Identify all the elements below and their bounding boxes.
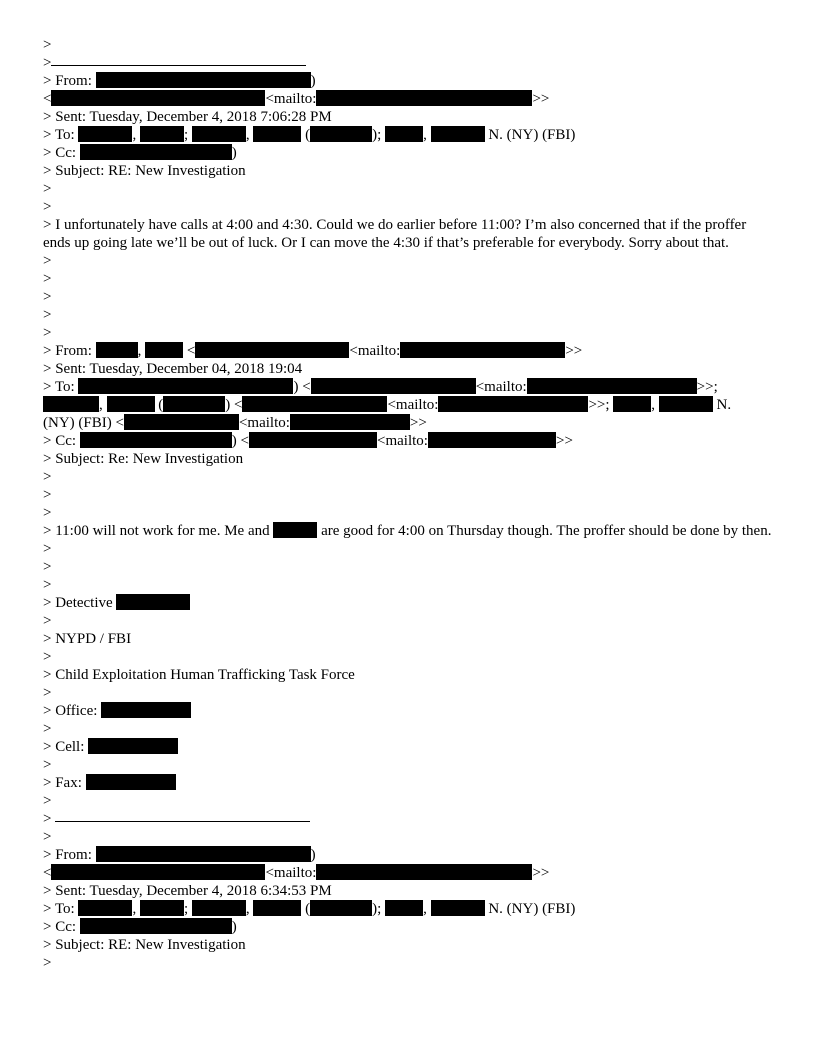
quote-line: > [43,37,52,53]
redaction [431,900,485,916]
redaction [107,396,155,412]
redaction [527,378,697,394]
email-thread [43,36,775,972]
quote-line: > [43,721,52,737]
redaction [659,396,713,412]
signature-office: > Office: [43,702,775,720]
quote-line: > [43,505,52,521]
redaction [80,144,232,160]
quote-line: > [43,181,52,197]
to-line: > To: , ; , ( ); , N. (NY) (FBI) [43,127,576,143]
to-line: > To: , ; , ( ); , N. (NY) (FBI) [43,901,576,917]
quote-line: > [43,199,52,215]
subject-line: > Subject: RE: New Investigation [43,163,246,179]
redaction [316,90,532,106]
redaction [78,900,132,916]
redaction [192,900,246,916]
quote-line: > [43,487,52,503]
quote-line: > [43,307,52,323]
sent-line: > Sent: Tuesday, December 4, 2018 6:34:53 PM [43,883,332,899]
redaction [96,846,311,862]
divider-rule [55,810,310,822]
sent-line: > Sent: Tuesday, December 4, 2018 7:06:28 PM [43,109,332,125]
redaction [43,396,99,412]
message-body: > I unfortunately have calls at 4:00 and 4:30. Could we do earlier before 11:00? I’m also concerned that if the proffer ends up going late we’ll be out of luck. Or I can move the 4:30 if that’s preferable for everybody. Sorry about that. [43,217,747,251]
redaction [80,432,232,448]
quote-line: > [43,649,52,665]
redaction [124,414,239,430]
message-body: > 11:00 will not work for me. Me and are good for 4:00 on Thursday though. The proffer should be done by then. [43,523,772,539]
to-line-continued: (NY) (FBI) < <mailto: >> [43,415,427,431]
redaction [101,702,191,718]
redaction [140,900,184,916]
redaction [96,72,311,88]
quote-line: > [43,325,52,341]
redaction [86,774,176,790]
redaction [310,126,372,142]
redaction [80,918,232,934]
redaction [78,378,293,394]
from-line: > From: , < <mailto: >> [43,343,583,359]
redaction [145,342,183,358]
redaction [51,864,265,880]
cc-line: > Cc: ) [43,145,237,161]
signature-fax: > Fax: [43,774,775,792]
quote-line: > [43,793,52,809]
signature-cell: > Cell: [43,738,775,756]
redaction [311,378,476,394]
subject-line: > Subject: Re: New Investigation [43,451,244,467]
quote-line: > [43,829,52,845]
signature-agency: > NYPD / FBI [43,631,132,647]
redaction [385,126,423,142]
quote-line: > [43,469,52,485]
divider-rule [51,54,306,66]
quote-line: > [43,613,52,629]
redaction [78,126,132,142]
quote-line: > [43,289,52,305]
quote-line: > [43,577,52,593]
quote-divider: > [43,54,775,72]
quote-line: > [43,271,52,287]
redaction [290,414,410,430]
from-line: > From: ) [43,847,316,863]
redaction [242,396,387,412]
redaction [195,342,349,358]
quote-line: > [43,559,52,575]
redaction [116,594,190,610]
redaction [310,900,372,916]
signature-detective: > Detective [43,594,775,612]
redaction [163,396,225,412]
redaction [253,126,301,142]
cc-line: > Cc: ) [43,919,237,935]
redaction [428,432,556,448]
cc-line: > Cc: ) < <mailto: >> [43,433,573,449]
redaction [249,432,377,448]
redaction [613,396,651,412]
quote-divider: > [43,810,775,828]
redaction [192,126,246,142]
redaction [273,522,317,538]
quote-line: > [43,541,52,557]
redaction [253,900,301,916]
quote-line: > [43,685,52,701]
redaction [438,396,588,412]
from-address-line: < <mailto: >> [43,91,550,107]
redaction [316,864,532,880]
redaction [385,900,423,916]
sent-line: > Sent: Tuesday, December 04, 2018 19:04 [43,361,303,377]
to-line: > To: ) < <mailto: >>; [43,379,718,395]
to-line-continued: , ( ) < <mailto: >>; , N. [43,396,775,414]
redaction [400,342,565,358]
from-address-line: < <mailto: >> [43,865,550,881]
quote-line: > [43,757,52,773]
subject-line: > Subject: RE: New Investigation [43,937,246,953]
redaction [431,126,485,142]
redaction [51,90,265,106]
from-line: > From: ) [43,73,316,89]
signature-taskforce: > Child Exploitation Human Trafficking Task Force [43,667,355,683]
redaction [96,342,138,358]
quote-line: > [43,253,52,269]
redaction [140,126,184,142]
quote-line: > [43,955,52,971]
redaction [88,738,178,754]
